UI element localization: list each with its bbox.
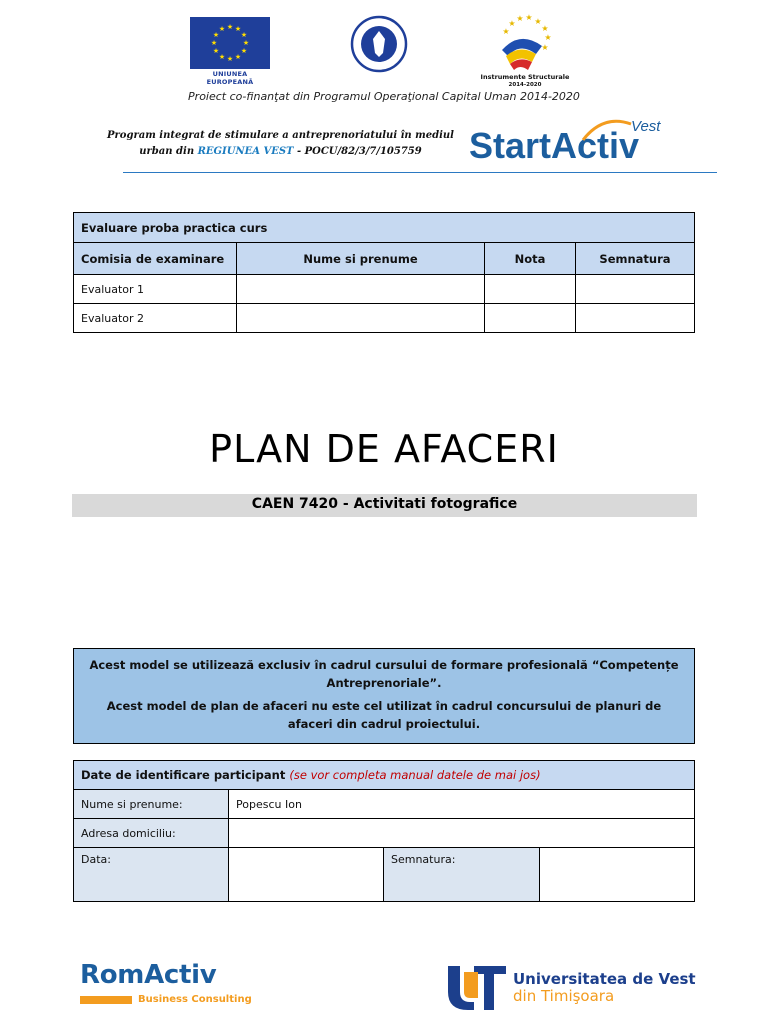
- romactiv-logo-text: RomActiv: [80, 960, 217, 990]
- evaluator-label: Evaluator 1: [74, 275, 237, 304]
- table-row: [74, 275, 695, 304]
- evaluation-table: [73, 212, 695, 333]
- svg-text:★: ★: [234, 25, 242, 33]
- identification-title: Date de identificare participant: [81, 768, 286, 782]
- svg-text:★: ★: [242, 39, 250, 47]
- svg-text:★: ★: [212, 47, 220, 55]
- signature-field[interactable]: [540, 848, 695, 902]
- column-header: Nume si prenume: [237, 243, 485, 275]
- project-cofinancing-line: Proiect co-finanţat din Programul Operaţional Capital Uman 2014-2020: [188, 90, 580, 103]
- date-field[interactable]: [229, 848, 384, 902]
- header-divider: [123, 172, 717, 173]
- table-row: [74, 848, 695, 902]
- program-description: [103, 128, 458, 160]
- program-text: Program integrat de stimulare a antreprenoriatului în mediul urban din: [107, 130, 454, 157]
- identification-note: (se vor completa manual datele de mai jos): [289, 768, 541, 782]
- name-field[interactable]: Popescu Ion: [229, 790, 695, 819]
- romanian-government-seal-logo: [350, 15, 408, 73]
- startactiv-logo-text: StartActiv: [469, 125, 640, 166]
- svg-text:★: ★: [502, 27, 510, 36]
- svg-text:★: ★: [234, 53, 242, 61]
- startactiv-vest-logo: [463, 110, 688, 166]
- table-row: [74, 790, 695, 819]
- program-code: - POCU/82/3/7/105759: [296, 146, 422, 157]
- grade-cell[interactable]: [485, 304, 576, 333]
- eu-caption: UNIUNEA EUROPEANĂ: [206, 70, 254, 86]
- notice-line-2: Acest model de plan de afaceri nu este cel utilizat în cadrul concursului de planuri de afaceri din cadrul proiectului.: [106, 699, 662, 731]
- svg-text:★: ★: [525, 13, 533, 22]
- table-row: [74, 304, 695, 333]
- svg-text:★: ★: [210, 39, 218, 47]
- column-header: Nota: [485, 243, 576, 275]
- instrumente-structurale-caption: [478, 73, 572, 89]
- romactiv-subtitle: Business Consulting: [138, 994, 252, 1005]
- uvt-city: din Timişoara: [513, 987, 615, 1005]
- romactiv-orange-bar: [80, 996, 132, 1004]
- eu-flag-logo: [190, 17, 270, 69]
- svg-text:★: ★: [226, 23, 234, 31]
- uvt-logo-mark: [444, 962, 510, 1012]
- is-title: Instrumente Structurale: [480, 73, 570, 81]
- usage-notice: [73, 648, 695, 744]
- svg-text:★: ★: [541, 43, 549, 52]
- signature-cell[interactable]: [576, 275, 695, 304]
- column-header: Semnatura: [576, 243, 695, 275]
- participant-identification-table: [73, 760, 695, 902]
- evaluation-table-title: Evaluare proba practica curs: [74, 213, 695, 243]
- name-cell[interactable]: [237, 304, 485, 333]
- evaluator-label: Evaluator 2: [74, 304, 237, 333]
- svg-text:★: ★: [544, 33, 552, 42]
- svg-text:★: ★: [541, 24, 549, 33]
- address-label: Adresa domiciliu:: [74, 819, 229, 848]
- table-row: [74, 819, 695, 848]
- svg-text:★: ★: [212, 31, 220, 39]
- is-years: 2014-2020: [508, 82, 542, 88]
- svg-text:★: ★: [226, 55, 234, 63]
- date-label: Data:: [74, 848, 229, 902]
- identification-header: [74, 761, 695, 790]
- name-label: Nume si prenume:: [74, 790, 229, 819]
- startactiv-vest-text: Vest: [631, 118, 661, 135]
- signature-label: Semnatura:: [384, 848, 540, 902]
- svg-text:★: ★: [516, 14, 524, 23]
- notice-line-1: Acest model se utilizează exclusiv în cadrul cursului de formare profesională “Competențe Antreprenoriale”.: [89, 658, 679, 690]
- column-header: Comisia de examinare: [74, 243, 237, 275]
- svg-text:★: ★: [240, 31, 248, 39]
- program-region: REGIUNEA VEST: [197, 146, 294, 157]
- svg-text:★: ★: [508, 19, 516, 28]
- svg-text:★: ★: [218, 25, 226, 33]
- caen-subtitle: CAEN 7420 - Activitati fotografice: [72, 494, 697, 517]
- svg-text:★: ★: [240, 47, 248, 55]
- grade-cell[interactable]: [485, 275, 576, 304]
- uvt-name: Universitatea de Vest: [513, 970, 696, 988]
- name-cell[interactable]: [237, 275, 485, 304]
- document-title: PLAN DE AFACERI: [209, 427, 559, 471]
- instrumente-structurale-logo: [490, 12, 560, 72]
- signature-cell[interactable]: [576, 304, 695, 333]
- address-field[interactable]: [229, 819, 695, 848]
- uvt-logo-text: [513, 971, 696, 1005]
- svg-text:★: ★: [218, 53, 226, 61]
- svg-text:★: ★: [534, 17, 542, 26]
